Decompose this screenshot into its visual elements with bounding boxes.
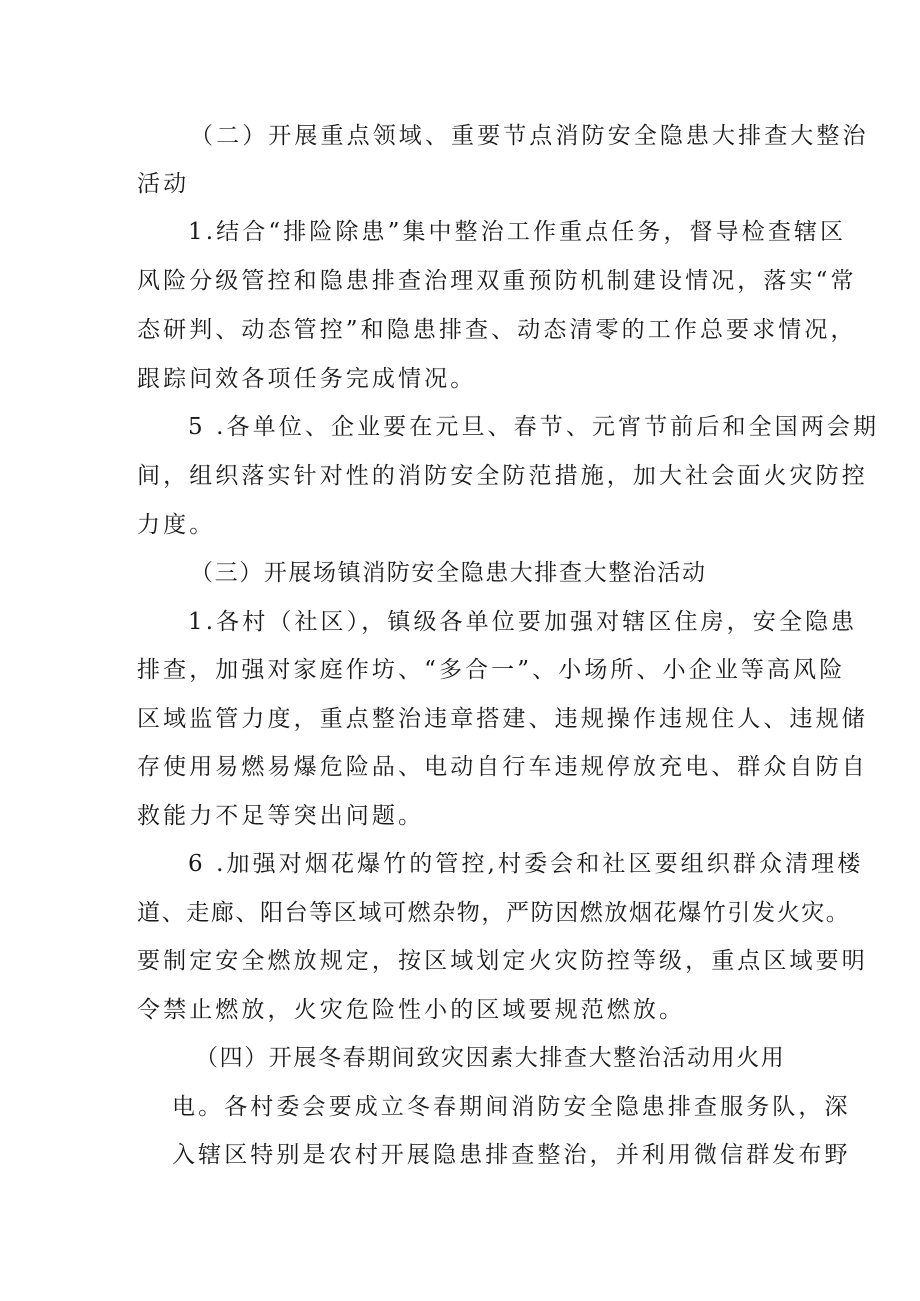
paragraph-line: 区域监管力度，重点整治违章搭建、违规操作违规住人、违规储 — [137, 706, 868, 732]
section-heading-4: （四）开展冬春期间致灾因素大排查大整治活动用火用 — [195, 1045, 786, 1071]
paragraph-line: 跟踪问效各项任务完成情况。 — [137, 366, 477, 392]
paragraph-line: 风险分级管控和隐患排查治理双重预防机制建设情况，落实“常 — [137, 268, 857, 294]
paragraph-line: 入辖区特别是农村开展隐患排查整治，并利用微信群发布野 — [172, 1142, 851, 1168]
paragraph-line: 态研判、动态管控”和隐患排查、动态清零的工作总要求情况， — [137, 317, 857, 343]
paragraph-line: 道、走廊、阳台等区域可燃杂物，严防因燃放烟花爆竹引发火灾。 — [137, 900, 851, 926]
section-heading-2: （二）开展重点领域、重要节点消防安全隐患大排查大整治 — [190, 123, 869, 149]
paragraph-line: 救能力不足等突出问题。 — [137, 803, 425, 829]
paragraph-line: 电。各村委会要成立冬春期间消防安全隐患排查服务队，深 — [172, 1094, 851, 1120]
section-heading-3: （三）开展场镇消防安全隐患大排查大整治活动 — [190, 560, 707, 586]
paragraph-line: 令禁止燃放，火灾危险性小的区域要规范燃放。 — [137, 997, 686, 1023]
paragraph-line: 1.结合“排险除患”集中整治工作重点任务，督导检查辖区 — [188, 219, 847, 245]
paragraph-line: 间，组织落实针对性的消防安全防范措施，加大社会面火灾防控 — [137, 463, 868, 489]
paragraph-line: 5 .各单位、企业要在元旦、春节、元宵节前后和全国两会期 — [188, 414, 880, 440]
paragraph-line: 力度。 — [137, 512, 216, 538]
paragraph-line: 1.各村（社区），镇级各单位要加强对辖区住房，安全隐患 — [188, 609, 858, 635]
paragraph-line: 排查，加强对家庭作坊、“多合一”、小场所、小企业等高风险 — [137, 657, 846, 683]
section-heading-2-cont: 活动 — [137, 171, 190, 197]
paragraph-line: 存使用易燃易爆危险品、电动自行车违规停放充电、群众自防自 — [137, 754, 868, 780]
paragraph-line: 要制定安全燃放规定，按区域划定火灾防控等级，重点区域要明 — [137, 948, 868, 974]
paragraph-line: 6 .加强对烟花爆竹的管控,村委会和社区要组织群众清理楼 — [188, 851, 864, 877]
